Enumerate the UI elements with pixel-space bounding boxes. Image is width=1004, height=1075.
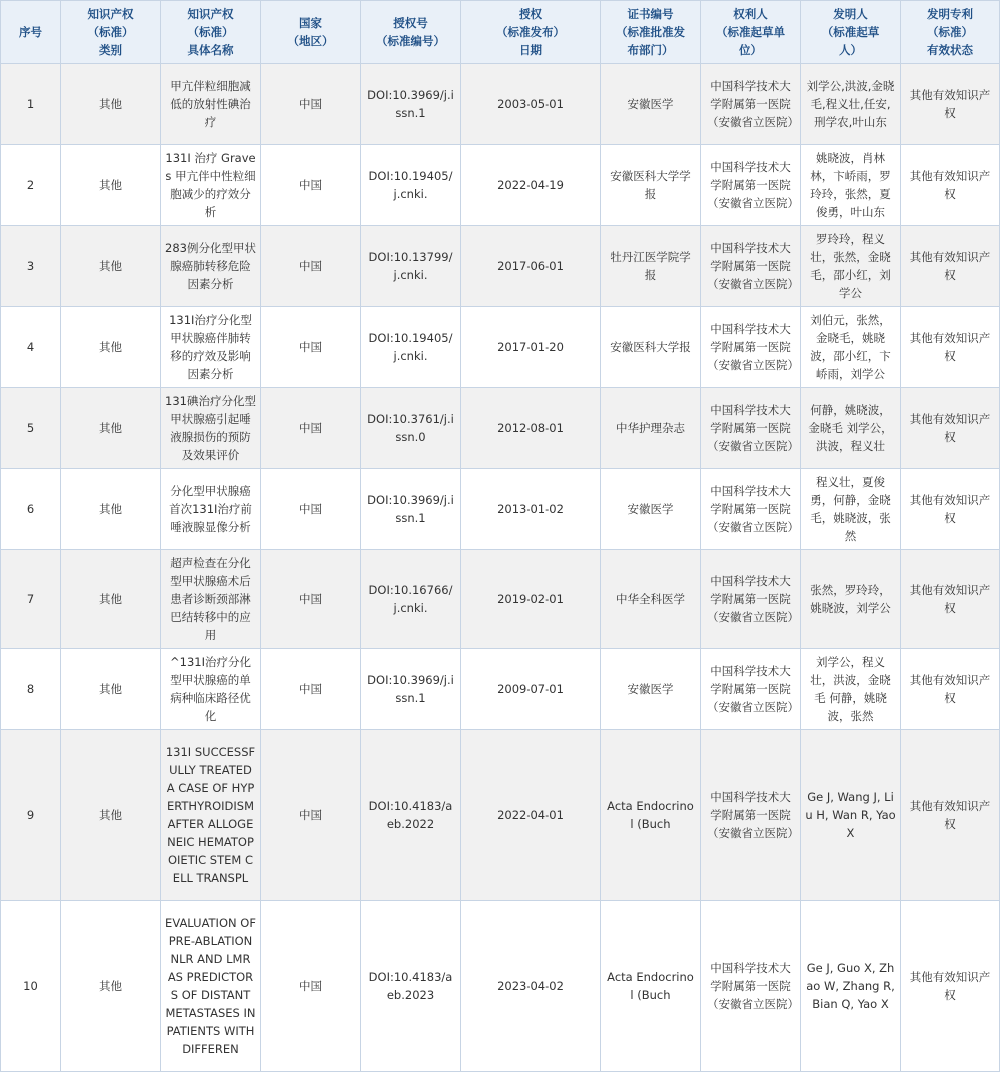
cell-status: 其他有效知识产权 bbox=[901, 649, 1000, 730]
cell-status: 其他有效知识产权 bbox=[901, 388, 1000, 469]
cell-owner: 中国科学技术大学附属第一医院（安徽省立医院） bbox=[701, 469, 801, 550]
cell-index: 6 bbox=[1, 469, 61, 550]
cell-country: 中国 bbox=[261, 145, 361, 226]
cell-owner: 中国科学技术大学附属第一医院（安徽省立医院） bbox=[701, 226, 801, 307]
cell-cert: 安徽医学 bbox=[601, 649, 701, 730]
table-row bbox=[1, 550, 1000, 649]
cell-name: 131I 治疗 Graves 甲亢伴中性粒细胞减少的疗效分析 bbox=[161, 145, 261, 226]
table-row bbox=[1, 64, 1000, 145]
cell-status: 其他有效知识产权 bbox=[901, 307, 1000, 388]
cell-inventors: 姚晓波，肖林林，卞峤雨，罗玲玲，张然，夏俊勇，叶山东 bbox=[801, 145, 901, 226]
cell-name: EVALUATION OF PRE-ABLATION NLR AND LMR AS PREDICTORS OF DISTANT METASTASES IN PATIENTS WITH DIFFEREN bbox=[161, 901, 261, 1072]
cell-cert: 安徽医科大学学报 bbox=[601, 145, 701, 226]
cell-date: 2019-02-01 bbox=[461, 550, 601, 649]
cell-cert: Acta Endocrinol (Buch bbox=[601, 901, 701, 1072]
cell-category: 其他 bbox=[61, 469, 161, 550]
cell-index: 9 bbox=[1, 730, 61, 901]
cell-index: 1 bbox=[1, 64, 61, 145]
cell-index: 4 bbox=[1, 307, 61, 388]
cell-cert: 中华全科医学 bbox=[601, 550, 701, 649]
cell-cert: 中华护理杂志 bbox=[601, 388, 701, 469]
cell-index: 10 bbox=[1, 901, 61, 1072]
table-header bbox=[1, 1, 1000, 64]
cell-date: 2022-04-19 bbox=[461, 145, 601, 226]
cell-cert: 安徽医学 bbox=[601, 469, 701, 550]
cell-date: 2012-08-01 bbox=[461, 388, 601, 469]
cell-owner: 中国科学技术大学附属第一医院（安徽省立医院） bbox=[701, 730, 801, 901]
header-status: 发明专利 （标准） 有效状态 bbox=[901, 1, 1000, 64]
cell-auth-no: DOI:10.3969/j.issn.1 bbox=[361, 64, 461, 145]
header-category: 知识产权 （标准） 类别 bbox=[61, 1, 161, 64]
header-name: 知识产权 （标准） 具体名称 bbox=[161, 1, 261, 64]
cell-category: 其他 bbox=[61, 730, 161, 901]
cell-inventors: 何静，姚晓波，金晓毛 刘学公，洪波，程义壮 bbox=[801, 388, 901, 469]
table-row bbox=[1, 226, 1000, 307]
cell-index: 5 bbox=[1, 388, 61, 469]
table-row bbox=[1, 649, 1000, 730]
cell-inventors: 刘伯元，张然，金晓毛，姚晓波，邵小红，卞峤雨，刘学公 bbox=[801, 307, 901, 388]
header-inventors: 发明人 （标准起草 人） bbox=[801, 1, 901, 64]
cell-name: 超声检查在分化型甲状腺癌术后患者诊断颈部淋巴结转移中的应用 bbox=[161, 550, 261, 649]
cell-status: 其他有效知识产权 bbox=[901, 226, 1000, 307]
cell-owner: 中国科学技术大学附属第一医院（安徽省立医院） bbox=[701, 649, 801, 730]
cell-cert: 安徽医科大学报 bbox=[601, 307, 701, 388]
cell-owner: 中国科学技术大学附属第一医院（安徽省立医院） bbox=[701, 307, 801, 388]
header-index: 序号 bbox=[1, 1, 61, 64]
cell-owner: 中国科学技术大学附属第一医院（安徽省立医院） bbox=[701, 388, 801, 469]
cell-auth-no: DOI:10.4183/aeb.2022 bbox=[361, 730, 461, 901]
cell-status: 其他有效知识产权 bbox=[901, 730, 1000, 901]
table-row bbox=[1, 469, 1000, 550]
cell-owner: 中国科学技术大学附属第一医院（安徽省立医院） bbox=[701, 64, 801, 145]
cell-date: 2022-04-01 bbox=[461, 730, 601, 901]
cell-auth-no: DOI:10.3969/j.issn.1 bbox=[361, 649, 461, 730]
cell-country: 中国 bbox=[261, 550, 361, 649]
cell-name: 283例分化型甲状腺癌肺转移危险因素分析 bbox=[161, 226, 261, 307]
cell-index: 3 bbox=[1, 226, 61, 307]
cell-category: 其他 bbox=[61, 901, 161, 1072]
cell-status: 其他有效知识产权 bbox=[901, 469, 1000, 550]
cell-inventors: Ge J, Guo X, Zhao W, Zhang R, Bian Q, Yao X bbox=[801, 901, 901, 1072]
cell-status: 其他有效知识产权 bbox=[901, 64, 1000, 145]
cell-name: 分化型甲状腺癌首次131I治疗前唾液腺显像分析 bbox=[161, 469, 261, 550]
cell-category: 其他 bbox=[61, 388, 161, 469]
cell-name: ^131I治疗分化型甲状腺癌的单病种临床路径优化 bbox=[161, 649, 261, 730]
header-auth-no: 授权号 （标准编号） bbox=[361, 1, 461, 64]
cell-owner: 中国科学技术大学附属第一医院（安徽省立医院） bbox=[701, 145, 801, 226]
cell-date: 2009-07-01 bbox=[461, 649, 601, 730]
cell-index: 7 bbox=[1, 550, 61, 649]
cell-category: 其他 bbox=[61, 145, 161, 226]
header-row bbox=[1, 1, 1000, 64]
cell-inventors: 张然，罗玲玲，姚晓波，刘学公 bbox=[801, 550, 901, 649]
table-body bbox=[1, 64, 1000, 1072]
table-row bbox=[1, 901, 1000, 1072]
table-row bbox=[1, 307, 1000, 388]
cell-country: 中国 bbox=[261, 307, 361, 388]
table-row bbox=[1, 730, 1000, 901]
cell-date: 2023-04-02 bbox=[461, 901, 601, 1072]
cell-name: 甲亢伴粒细胞减低的放射性碘治疗 bbox=[161, 64, 261, 145]
cell-date: 2017-06-01 bbox=[461, 226, 601, 307]
cell-country: 中国 bbox=[261, 469, 361, 550]
cell-country: 中国 bbox=[261, 649, 361, 730]
cell-inventors: 程义壮，夏俊勇，何静，金晓毛，姚晓波，张然 bbox=[801, 469, 901, 550]
cell-status: 其他有效知识产权 bbox=[901, 550, 1000, 649]
cell-index: 8 bbox=[1, 649, 61, 730]
cell-auth-no: DOI:10.3969/j.issn.1 bbox=[361, 469, 461, 550]
header-date: 授权 （标准发布） 日期 bbox=[461, 1, 601, 64]
cell-name: 131碘治疗分化型甲状腺癌引起唾液腺损伤的预防及效果评价 bbox=[161, 388, 261, 469]
table-row bbox=[1, 145, 1000, 226]
cell-auth-no: DOI:10.13799/j.cnki. bbox=[361, 226, 461, 307]
cell-name: 131I治疗分化型甲状腺癌伴肺转移的疗效及影响因素分析 bbox=[161, 307, 261, 388]
cell-auth-no: DOI:10.19405/j.cnki. bbox=[361, 145, 461, 226]
cell-country: 中国 bbox=[261, 388, 361, 469]
header-country: 国家 （地区） bbox=[261, 1, 361, 64]
cell-date: 2003-05-01 bbox=[461, 64, 601, 145]
cell-auth-no: DOI:10.4183/aeb.2023 bbox=[361, 901, 461, 1072]
cell-auth-no: DOI:10.16766/j.cnki. bbox=[361, 550, 461, 649]
header-owner: 权利人 （标准起草单 位） bbox=[701, 1, 801, 64]
cell-category: 其他 bbox=[61, 64, 161, 145]
cell-index: 2 bbox=[1, 145, 61, 226]
cell-cert: 牡丹江医学院学报 bbox=[601, 226, 701, 307]
cell-inventors: 刘学公,洪波,金晓毛,程义壮,任安,刑学农,叶山东 bbox=[801, 64, 901, 145]
cell-category: 其他 bbox=[61, 649, 161, 730]
cell-date: 2013-01-02 bbox=[461, 469, 601, 550]
cell-owner: 中国科学技术大学附属第一医院（安徽省立医院） bbox=[701, 550, 801, 649]
cell-name: 131I SUCCESSFULLY TREATED A CASE OF HYPERTHYROIDISM AFTER ALLOGENEIC HEMATOPOIETIC STEM CELL TRANSPL bbox=[161, 730, 261, 901]
cell-country: 中国 bbox=[261, 226, 361, 307]
cell-date: 2017-01-20 bbox=[461, 307, 601, 388]
table-row bbox=[1, 388, 1000, 469]
cell-country: 中国 bbox=[261, 901, 361, 1072]
cell-country: 中国 bbox=[261, 64, 361, 145]
cell-inventors: Ge J, Wang J, Liu H, Wan R, Yao X bbox=[801, 730, 901, 901]
cell-owner: 中国科学技术大学附属第一医院（安徽省立医院） bbox=[701, 901, 801, 1072]
cell-status: 其他有效知识产权 bbox=[901, 145, 1000, 226]
cell-cert: 安徽医学 bbox=[601, 64, 701, 145]
cell-category: 其他 bbox=[61, 307, 161, 388]
cell-status: 其他有效知识产权 bbox=[901, 901, 1000, 1072]
cell-country: 中国 bbox=[261, 730, 361, 901]
cell-category: 其他 bbox=[61, 550, 161, 649]
cell-auth-no: DOI:10.3761/j.issn.0 bbox=[361, 388, 461, 469]
header-cert: 证书编号 （标准批准发 布部门） bbox=[601, 1, 701, 64]
cell-cert: Acta Endocrinol (Buch bbox=[601, 730, 701, 901]
cell-auth-no: DOI:10.19405/j.cnki. bbox=[361, 307, 461, 388]
cell-category: 其他 bbox=[61, 226, 161, 307]
cell-inventors: 罗玲玲，程义壮，张然，金晓毛，邵小红，刘学公 bbox=[801, 226, 901, 307]
cell-inventors: 刘学公，程义壮，洪波，金晓毛 何静，姚晓波，张然 bbox=[801, 649, 901, 730]
